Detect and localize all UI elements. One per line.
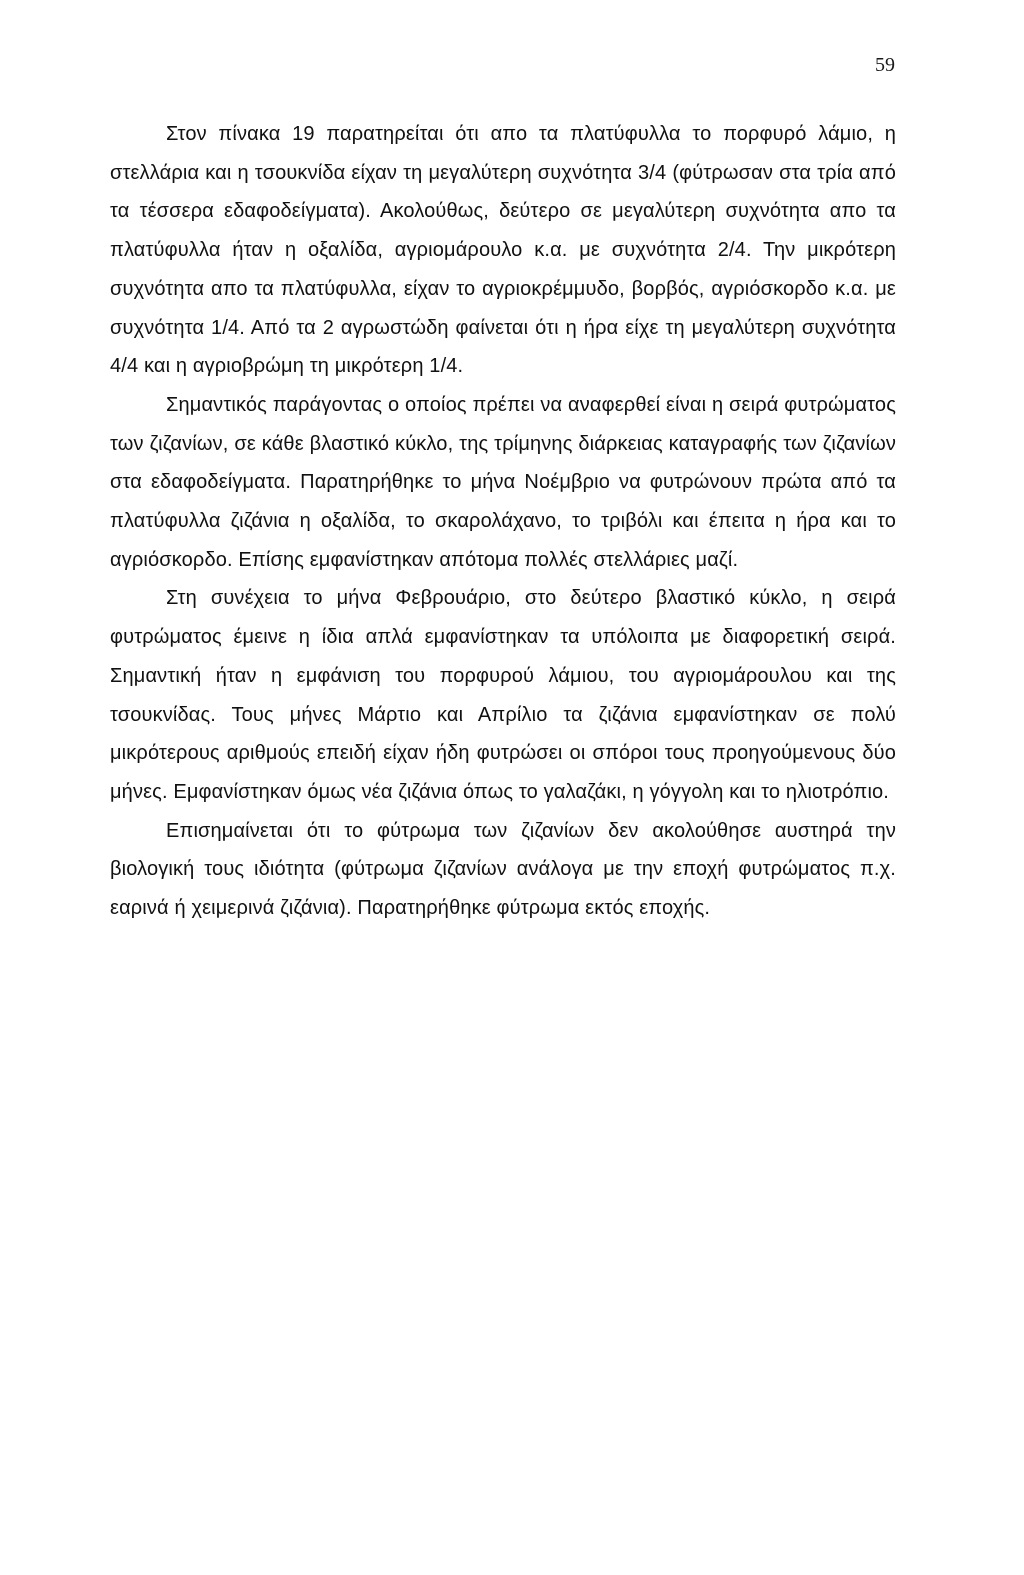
document-body: [110, 115, 896, 928]
page-number: 59: [875, 54, 895, 76]
paragraph-second-cycle: Στη συνέχεια το μήνα Φεβρουάριο, στο δεύτερο βλαστικό κύκλο, η σειρά φυτρώματος έμεινε η ίδια απλά εμφανίστηκαν τα υπόλοιπα με διαφορετική σειρά. Σημαντική ήταν η εμφάνιση του πορφυρού λάμιου, του αγριομάρουλου και της τσουκνίδας. Τους μήνες Μάρτιο και Απρίλιο τα ζιζάνια εμφανίστηκαν σε πολύ μικρότερους αριθμούς επειδή είχαν ήδη φυτρώσει οι σπόροι τους προηγούμενους δύο μήνες. Εμφανίστηκαν όμως νέα ζιζάνια όπως το γαλαζάκι, η γόγγολη και το ηλιοτρόπιο.: [110, 587, 896, 803]
paragraph-emergence-order: Σημαντικός παράγοντας ο οποίος πρέπει να αναφερθεί είναι η σειρά φυτρώματος των ζιζανίων, σε κάθε βλαστικό κύκλο, της τρίμηνης διάρκειας καταγραφής των ζιζανίων στα εδαφοδείγματα. Παρατηρήθηκε το μήνα Νοέμβριο να φυτρώνουν πρώτα από τα πλατύφυλλα ζιζάνια η οξαλίδα, το σκαρολάχανο, το τριβόλι και έπειτα η ήρα και το αγριόσκορδο. Επίσης εμφανίστηκαν απότομα πολλές στελλάριες μαζί.: [110, 393, 896, 571]
paragraph-seasonality: Επισημαίνεται ότι το φύτρωμα των ζιζανίων δεν ακολούθησε αυστηρά την βιολογική τους ιδιότητα (φύτρωμα ζιζανίων ανάλογα με την εποχή φυτρώματος π.χ. εαρινά ή χειμερινά ζιζάνια). Παρατηρήθηκε φύτρωμα εκτός εποχής.: [110, 819, 896, 920]
paragraph-frequency: Στον πίνακα 19 παρατηρείται ότι απο τα πλατύφυλλα το πορφυρό λάμιο, η στελλάρια και η τσουκνίδα είχαν τη μεγαλύτερη συχνότητα 3/4 (φύτρωσαν στα τρία από τα τέσσερα εδαφοδείγματα). Ακολούθως, δεύτερο σε μεγαλύτερη συχνότητα απο τα πλατύφυλλα ήταν η οξαλίδα, αγριομάρουλο κ.α. με συχνότητα 2/4. Την μικρότερη συχνότητα απο τα πλατύφυλλα, είχαν το αγριοκρέμμυδο, βορβός, αγριόσκορδο κ.α. με συχνότητα 1/4. Από τα 2 αγρωστώδη φαίνεται ότι η ήρα είχε τη μεγαλύτερη συχνότητα 4/4 και η αγριοβρώμη τη μικρότερη 1/4.: [110, 123, 896, 378]
